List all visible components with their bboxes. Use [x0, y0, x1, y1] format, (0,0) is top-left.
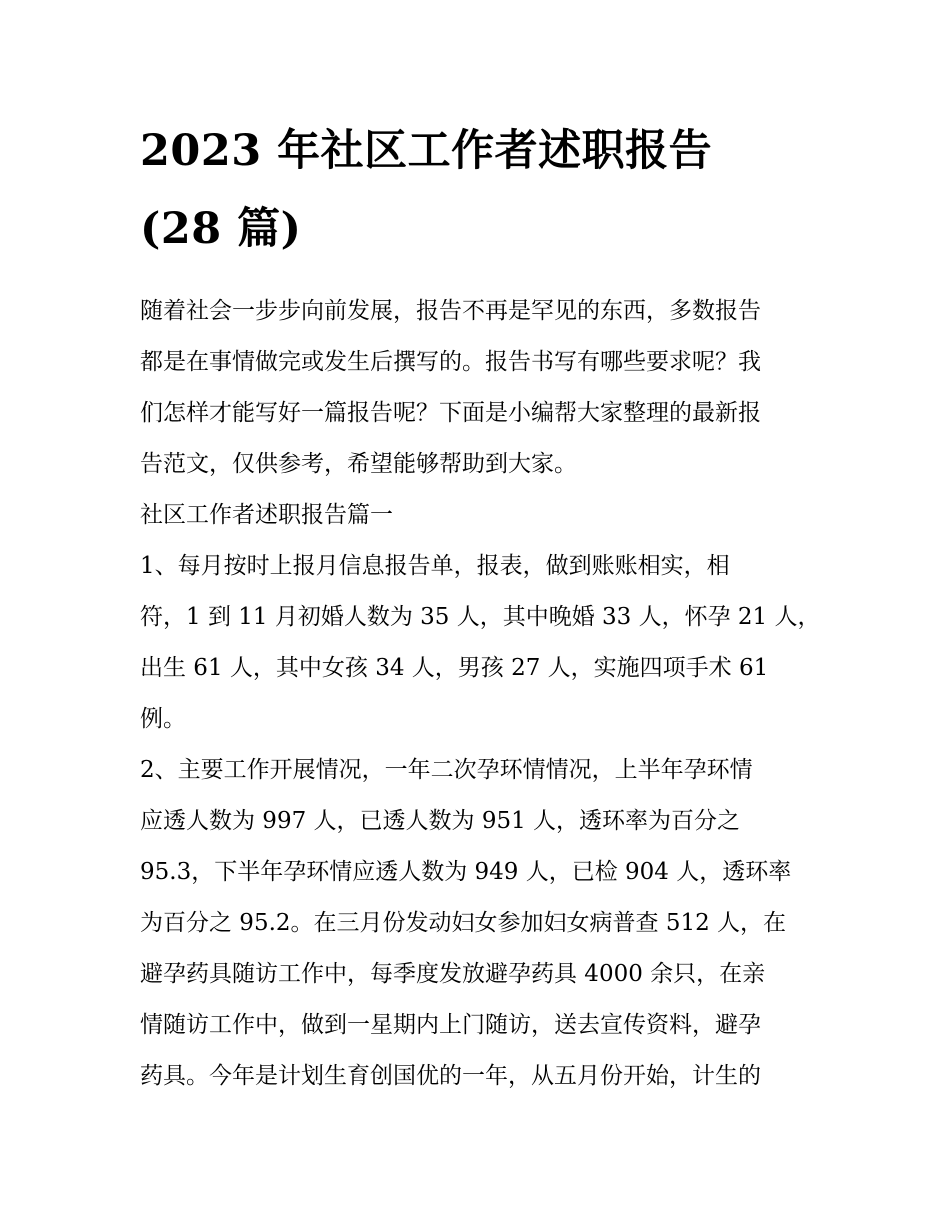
text-line: 符，1 到 11 月初婚人数为 35 人，其中晚婚 33 人，怀孕 21 人， — [140, 604, 821, 630]
text-line: 为百分之 95.2。在三月份发动妇女参加妇女病普查 512 人，在 — [140, 910, 787, 936]
list-item-1 — [140, 541, 820, 745]
text-line: 出生 61 人，其中女孩 34 人，男孩 27 人，实施四项手术 61 — [140, 655, 769, 681]
text-line: 们怎样才能写好一篇报告呢？下面是小编帮大家整理的最新报 — [140, 400, 761, 426]
text-line: 1、每月按时上报月信息报告单，报表，做到账账相实，相 — [140, 553, 730, 579]
text-line: 应透人数为 997 人，已透人数为 951 人，透环率为百分之 — [140, 808, 741, 834]
text-line: 2、主要工作开展情况，一年二次孕环情情况，上半年孕环情 — [140, 757, 753, 783]
text-line: 药具。今年是计划生育创国优的一年，从五月份开始，计生的 — [140, 1063, 761, 1089]
text-line: 避孕药具随访工作中，每季度发放避孕药具 4000 余只，在亲 — [140, 961, 766, 987]
text-line: 都是在事情做完或发生后撰写的。报告书写有哪些要求呢？我 — [140, 349, 761, 375]
text-line: 随着社会一步步向前发展，报告不再是罕见的东西，多数报告 — [140, 298, 761, 324]
title-line: (28 篇) — [140, 204, 302, 254]
section-heading — [140, 490, 820, 541]
document-page — [140, 112, 820, 1102]
intro-paragraph — [140, 286, 820, 490]
list-item-2 — [140, 745, 820, 1102]
text-line: 社区工作者述职报告篇一 — [140, 502, 393, 528]
text-line: 例。 — [140, 706, 186, 732]
title-line: 2023 年社区工作者述职报告 — [140, 126, 713, 176]
text-line: 情随访工作中，做到一星期内上门随访，送去宣传资料，避孕 — [140, 1012, 761, 1038]
document-title — [140, 112, 820, 268]
text-line: 95.3，下半年孕环情应透人数为 949 人，已检 904 人，透环率 — [140, 859, 792, 885]
text-line: 告范文，仅供参考，希望能够帮助到大家。 — [140, 451, 577, 477]
